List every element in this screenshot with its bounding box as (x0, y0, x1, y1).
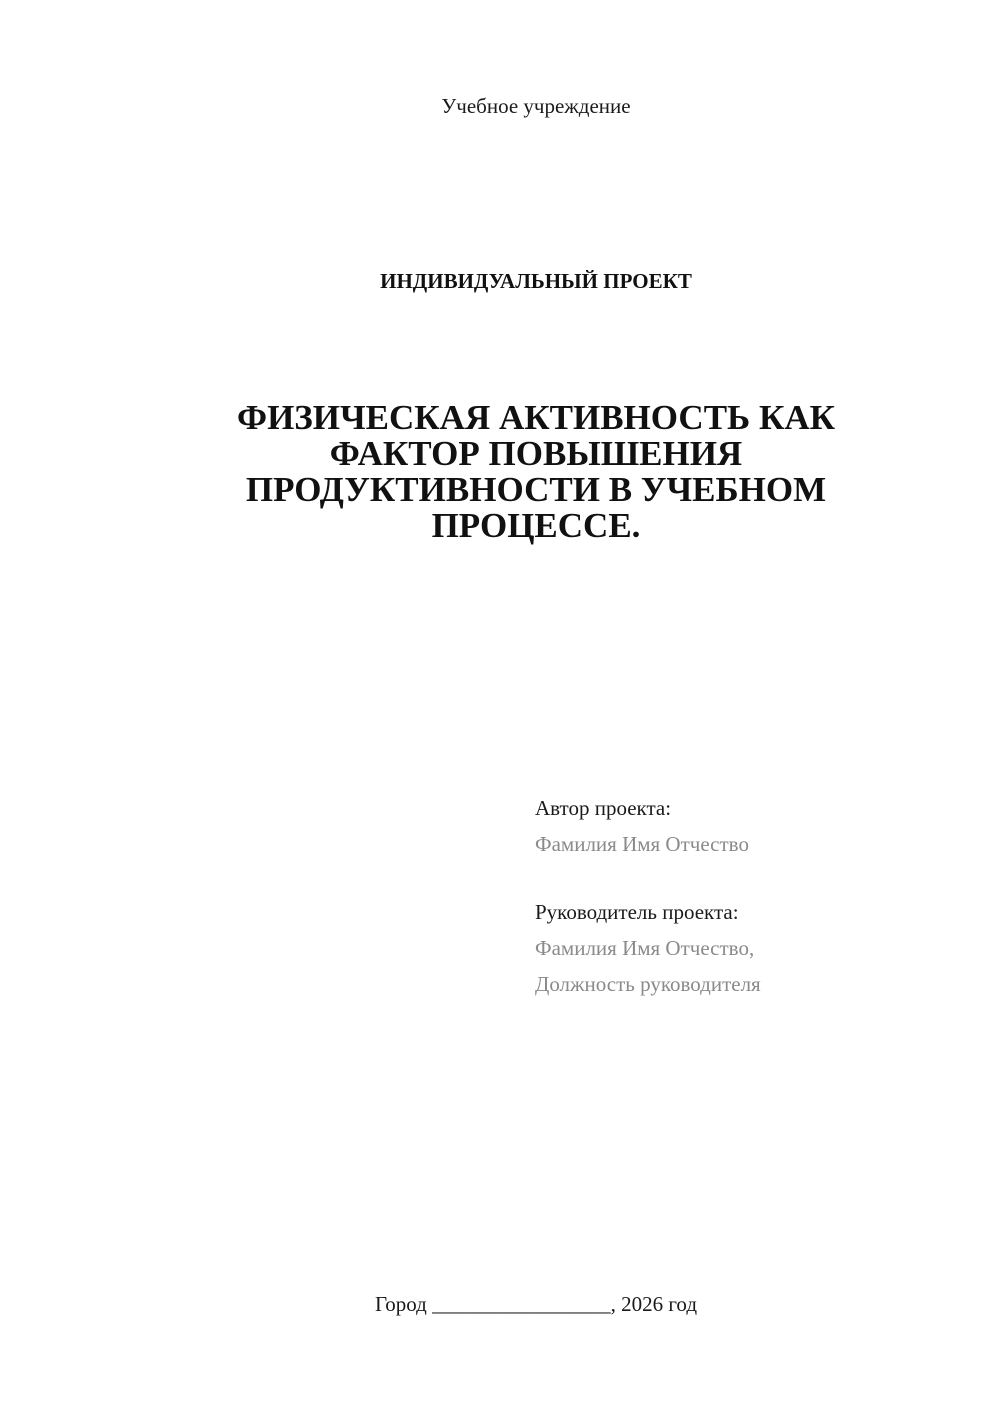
supervisor-position-placeholder: Должность руководителя (535, 972, 761, 996)
project-title (200, 400, 872, 544)
city-year-footer: Город _________________, 2026 год (374, 1292, 698, 1316)
project-title-line: ПРОДУКТИВНОСТИ В УЧЕБНОМ (245, 470, 827, 509)
project-type-heading: ИНДИВИДУАЛЬНЫЙ ПРОЕКТ (380, 269, 692, 293)
supervisor-name-placeholder: Фамилия Имя Отчество, (535, 936, 755, 960)
supervisor-label: Руководитель проекта: (535, 900, 739, 924)
author-block (535, 790, 749, 862)
project-title-line: ФИЗИЧЕСКАЯ АКТИВНОСТЬ КАК (237, 398, 835, 437)
project-title-line: ФАКТОР ПОВЫШЕНИЯ (329, 434, 743, 473)
supervisor-block (535, 894, 761, 1002)
institution-name: Учебное учреждение (441, 94, 631, 118)
author-name-placeholder: Фамилия Имя Отчество (535, 832, 749, 856)
author-label: Автор проекта: (535, 796, 672, 820)
project-title-line: ПРОЦЕССЕ. (431, 506, 641, 545)
